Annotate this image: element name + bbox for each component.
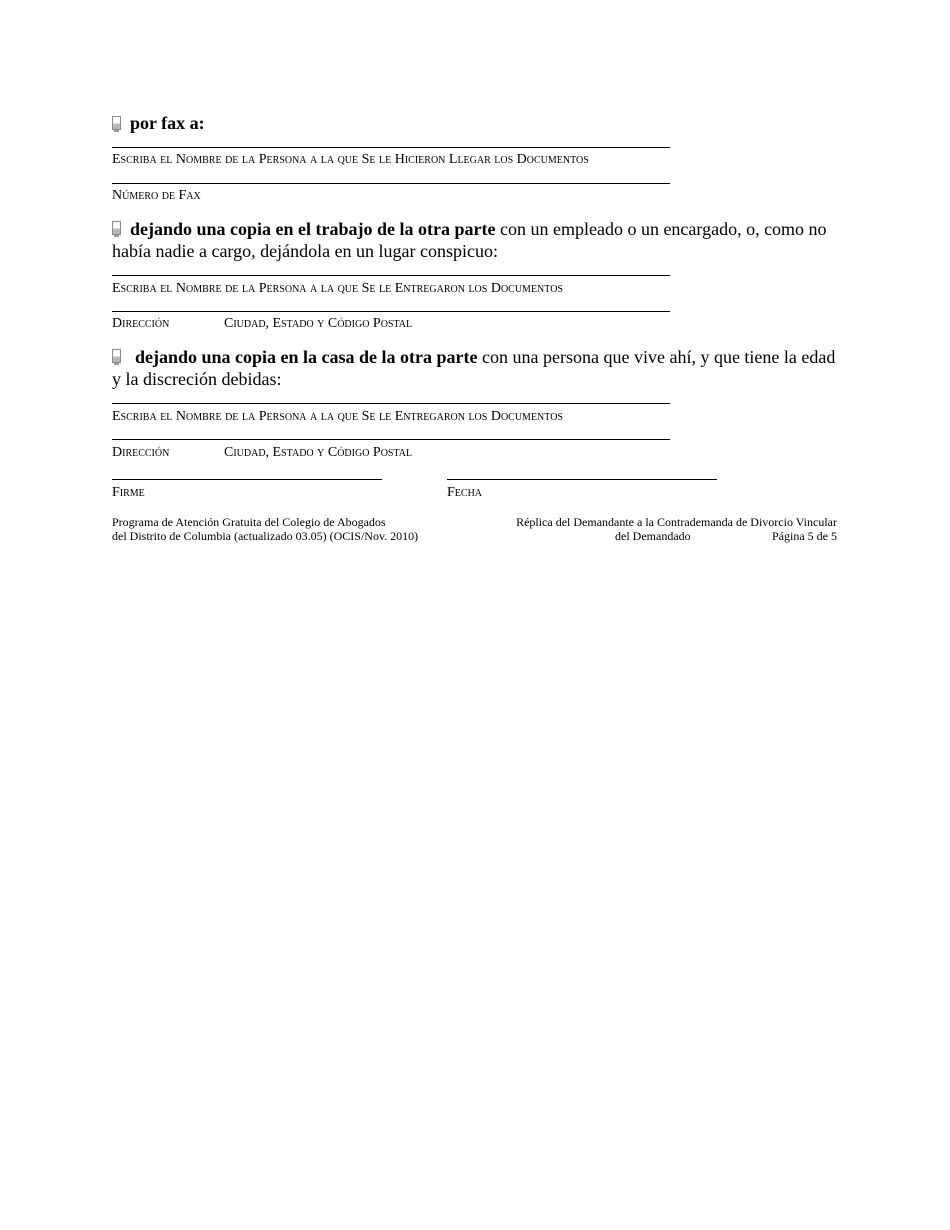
fax-number-line[interactable]	[112, 183, 670, 184]
footer-left-line2: del Distrito de Columbia (actualizado 03.05) (OCIS/Nov. 2010)	[112, 529, 419, 543]
work-city-caption: Ciudad, Estado y Código Postal	[224, 316, 413, 331]
home-name-line[interactable]	[112, 403, 670, 404]
footer-right-line1: Réplica del Demandante a la Contrademanda de Divorcio Vincular	[516, 515, 837, 529]
work-name-line[interactable]	[112, 275, 670, 276]
work-address-line[interactable]	[112, 311, 670, 312]
home-address-line[interactable]	[112, 439, 670, 440]
signature-caption: Firme	[112, 485, 145, 500]
home-name-caption: Escriba el Nombre de la Persona a la que Se le Entregaron los Documentos	[112, 409, 563, 424]
work-name-caption: Escriba el Nombre de la Persona a la que Se le Entregaron los Documentos	[112, 281, 563, 296]
option-home-lead: dejando una copia en la casa de la otra parte	[135, 347, 478, 367]
fax-number-caption: Número de Fax	[112, 188, 201, 203]
signature-line[interactable]	[112, 479, 382, 480]
fax-name-line[interactable]	[112, 147, 670, 148]
page-number: Página 5 de 5	[772, 529, 837, 543]
option-work-lead: dejando una copia en el trabajo de la otra parte	[130, 219, 496, 239]
option-work-text: con un empleado o un encargado, o, como no había nadie a cargo, dejándola en un lugar conspicuo:	[112, 219, 827, 261]
home-city-caption: Ciudad, Estado y Código Postal	[224, 445, 413, 460]
fax-name-caption: Escriba el Nombre de la Persona a la que Se le Hicieron Llegar los Documentos	[112, 152, 589, 167]
option-home	[112, 346, 842, 390]
work-address-caption: Dirección	[112, 316, 170, 331]
footer-right-line2-title: del Demandado	[615, 529, 691, 543]
home-address-caption: Dirección	[112, 445, 170, 460]
option-fax-lead: por fax a:	[130, 113, 205, 133]
option-fax	[130, 112, 860, 134]
date-line[interactable]	[447, 479, 717, 480]
option-home-text: con una persona que vive ahí, y que tiene la edad y la discreción debidas:	[112, 347, 836, 389]
date-caption: Fecha	[447, 485, 483, 500]
option-work	[112, 218, 842, 262]
checkbox-icon[interactable]	[112, 116, 121, 130]
footer-left-line1: Programa de Atención Gratuita del Colegio de Abogados	[112, 515, 386, 529]
